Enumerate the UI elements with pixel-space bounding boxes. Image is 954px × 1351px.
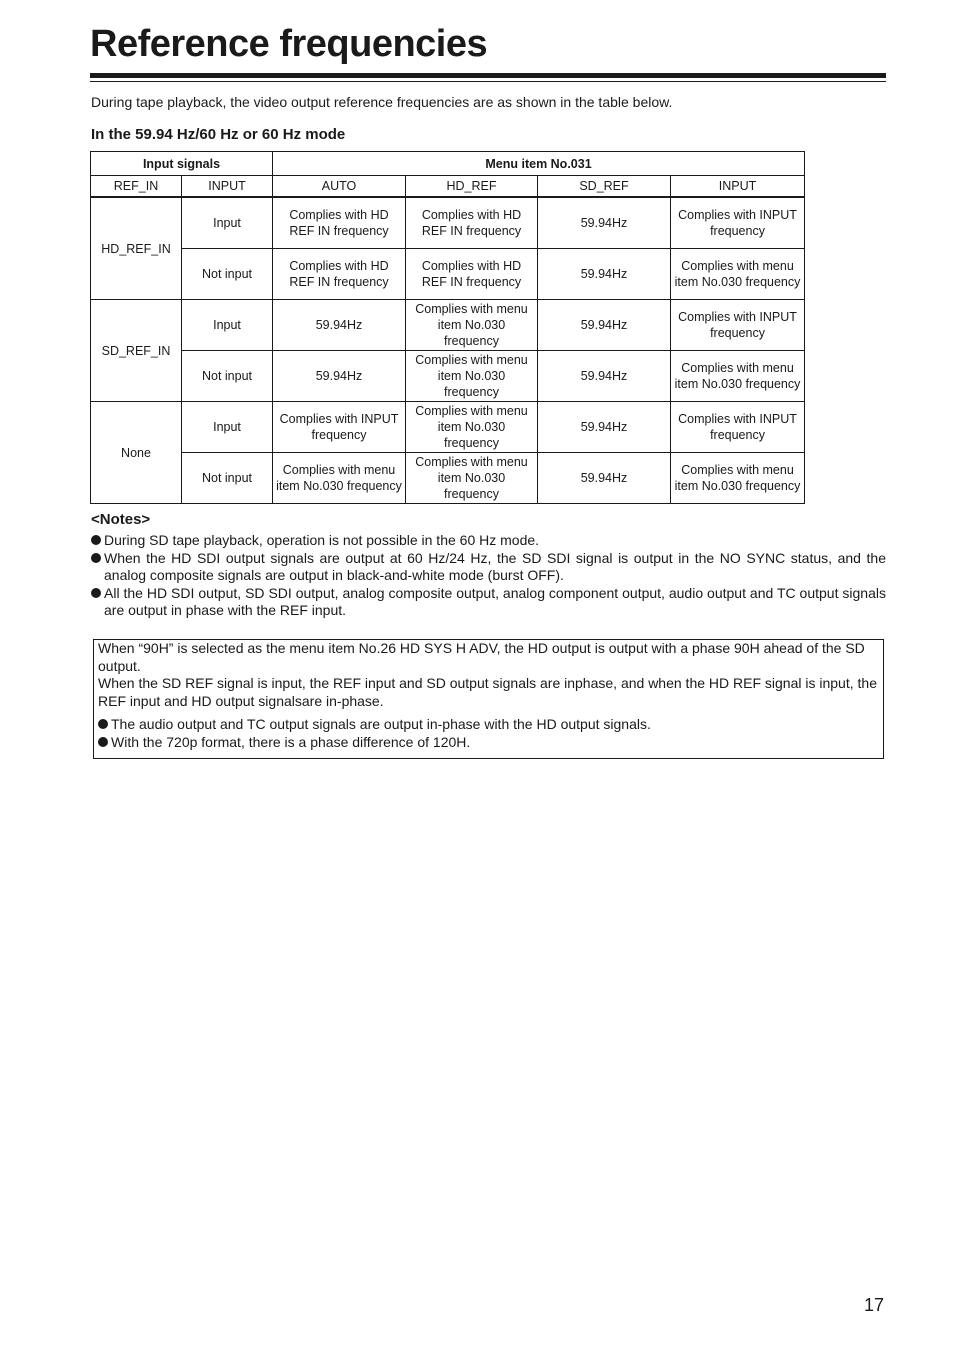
note-text: When the HD SDI output signals are output at 60 Hz/24 Hz, the SD SDI signal is output in the NO SYNC status, and the analog composite signals are output in black-and-white mode (burst OFF). xyxy=(104,549,886,583)
phase-info-box xyxy=(93,639,884,759)
table-row xyxy=(91,402,805,453)
table-row xyxy=(91,351,805,402)
col-input-mode: INPUT xyxy=(671,176,805,198)
auto-cell: 59.94Hz xyxy=(273,351,406,402)
bullet-icon xyxy=(91,588,101,598)
sd-ref-cell: 59.94Hz xyxy=(538,300,671,351)
ref-in-cell: SD_REF_IN xyxy=(91,300,182,402)
auto-cell: Complies with HD REF IN frequency xyxy=(273,197,406,249)
auto-cell: 59.94Hz xyxy=(273,300,406,351)
hd-ref-cell: Complies with menu item No.030 frequency xyxy=(406,351,538,402)
bullet-icon xyxy=(91,553,101,563)
title-rule-thin xyxy=(90,81,886,82)
col-ref-in: REF_IN xyxy=(91,176,182,198)
table-row xyxy=(91,300,805,351)
hd-ref-cell: Complies with HD REF IN frequency xyxy=(406,197,538,249)
box-bullet-list xyxy=(98,716,879,751)
hd-ref-cell: Complies with HD REF IN frequency xyxy=(406,249,538,300)
table-row xyxy=(91,249,805,300)
sd-ref-cell: 59.94Hz xyxy=(538,249,671,300)
input-mode-cell: Complies with INPUT frequency xyxy=(671,197,805,249)
input-cell: Input xyxy=(182,300,273,351)
title-rule-thick xyxy=(90,73,886,78)
sd-ref-cell: 59.94Hz xyxy=(538,351,671,402)
col-sd-ref: SD_REF xyxy=(538,176,671,198)
box-paragraph-2: When the SD REF signal is input, the REF input and SD output signals are inphase, and when the HD REF signal is input, the REF input and HD output signalsare in-phase. xyxy=(98,675,877,709)
table-row xyxy=(91,197,805,249)
auto-cell: Complies with HD REF IN frequency xyxy=(273,249,406,300)
ref-in-cell: None xyxy=(91,402,182,504)
notes-list xyxy=(91,532,886,620)
auto-cell: Complies with INPUT frequency xyxy=(273,402,406,453)
intro-text: During tape playback, the video output reference frequencies are as shown in the table below. xyxy=(91,94,673,110)
sd-ref-cell: 59.94Hz xyxy=(538,402,671,453)
input-mode-cell: Complies with menu item No.030 frequency xyxy=(671,453,805,504)
input-cell: Not input xyxy=(182,249,273,300)
input-mode-cell: Complies with INPUT frequency xyxy=(671,402,805,453)
table-group-header-row xyxy=(91,152,805,176)
mode-heading: In the 59.94 Hz/60 Hz or 60 Hz mode xyxy=(91,126,346,143)
bullet-icon xyxy=(98,719,108,729)
input-cell: Input xyxy=(182,197,273,249)
note-item xyxy=(91,585,886,620)
note-text: During SD tape playback, operation is not possible in the 60 Hz mode. xyxy=(104,532,540,548)
note-item xyxy=(91,532,886,550)
col-input: INPUT xyxy=(182,176,273,198)
note-text: All the HD SDI output, SD SDI output, analog composite output, analog component output, audio output and TC output signals are output in phase with the REF input. xyxy=(104,584,886,618)
input-signals-header: Input signals xyxy=(91,152,273,176)
input-mode-cell: Complies with INPUT frequency xyxy=(671,300,805,351)
bullet-icon xyxy=(91,535,101,545)
hd-ref-cell: Complies with menu item No.030 frequency xyxy=(406,453,538,504)
bullet-icon xyxy=(98,737,108,747)
box-bullet-text: The audio output and TC output signals are output in-phase with the HD output signals. xyxy=(111,716,651,732)
input-cell: Not input xyxy=(182,351,273,402)
menu-item-header: Menu item No.031 xyxy=(273,152,805,176)
hd-ref-cell: Complies with menu item No.030 frequency xyxy=(406,300,538,351)
box-bullet-item xyxy=(98,734,879,752)
col-auto: AUTO xyxy=(273,176,406,198)
page-number: 17 xyxy=(864,1295,885,1315)
box-paragraph-1: When “90H” is selected as the menu item No.26 HD SYS H ADV, the HD output is output with a phase 90H ahead of the SD output. xyxy=(98,640,865,674)
notes-heading: <Notes> xyxy=(91,511,151,528)
table-row xyxy=(91,453,805,504)
box-bullet-text: With the 720p format, there is a phase difference of 120H. xyxy=(111,733,471,750)
page-title: Reference frequencies xyxy=(90,23,488,65)
note-item xyxy=(91,550,886,585)
col-hd-ref: HD_REF xyxy=(406,176,538,198)
sd-ref-cell: 59.94Hz xyxy=(538,453,671,504)
ref-in-cell: HD_REF_IN xyxy=(91,197,182,300)
input-mode-cell: Complies with menu item No.030 frequency xyxy=(671,249,805,300)
input-cell: Not input xyxy=(182,453,273,504)
auto-cell: Complies with menu item No.030 frequency xyxy=(273,453,406,504)
table-column-header-row xyxy=(91,176,805,198)
reference-frequency-table xyxy=(90,151,805,504)
input-mode-cell: Complies with menu item No.030 frequency xyxy=(671,351,805,402)
input-cell: Input xyxy=(182,402,273,453)
box-bullet-item xyxy=(98,716,879,734)
sd-ref-cell: 59.94Hz xyxy=(538,197,671,249)
hd-ref-cell: Complies with menu item No.030 frequency xyxy=(406,402,538,453)
